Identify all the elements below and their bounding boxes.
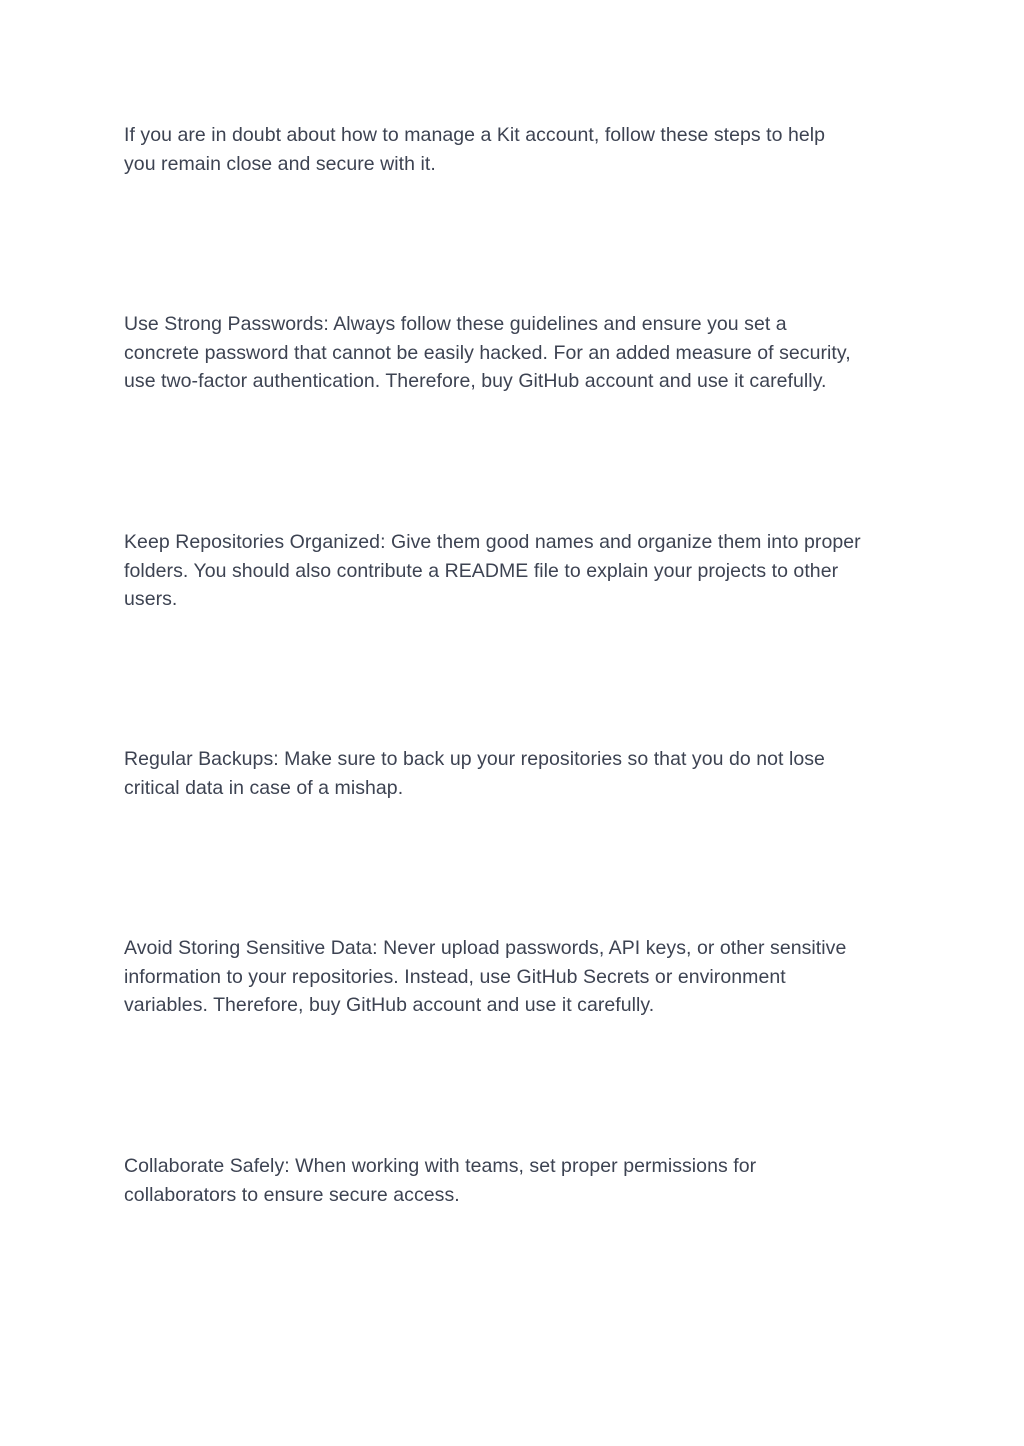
collaborate-safely-paragraph: [124, 1152, 904, 1209]
sensitive-data-paragraph: [124, 934, 904, 1020]
regular-backups-paragraph: [124, 745, 904, 802]
paragraph-line: collaborators to ensure secure access.: [124, 1183, 460, 1206]
paragraph-line: users.: [124, 588, 178, 610]
organized-repositories-paragraph: [124, 528, 904, 614]
paragraph-line: you remain close and secure with it.: [124, 152, 436, 175]
intro-paragraph: [124, 121, 904, 178]
paragraph-line: Collaborate Safely: When working with teams, set proper permissions for: [124, 1155, 757, 1177]
paragraph-line: Avoid Storing Sensitive Data: Never upload passwords, API keys, or other sensitive: [124, 937, 847, 959]
paragraph-line: critical data in case of a mishap.: [124, 776, 404, 799]
paragraph-line: information to your repositories. Instead, use GitHub Secrets or environment: [124, 965, 786, 988]
paragraph-line: If you are in doubt about how to manage a Kit account, follow these steps to help: [124, 124, 826, 146]
paragraph-line: use two-factor authentication. Therefore, buy GitHub account and use it carefully.: [124, 370, 827, 392]
strong-passwords-paragraph: [124, 310, 904, 396]
paragraph-line: variables. Therefore, buy GitHub account and use it carefully.: [124, 994, 655, 1016]
paragraph-line: Use Strong Passwords: Always follow these guidelines and ensure you set a: [124, 313, 787, 335]
paragraph-line: Regular Backups: Make sure to back up your repositories so that you do not lose: [124, 748, 825, 770]
paragraph-line: Keep Repositories Organized: Give them good names and organize them into proper: [124, 531, 861, 553]
paragraph-line: concrete password that cannot be easily hacked. For an added measure of security,: [124, 341, 851, 364]
paragraph-line: folders. You should also contribute a README file to explain your projects to other: [124, 559, 839, 582]
